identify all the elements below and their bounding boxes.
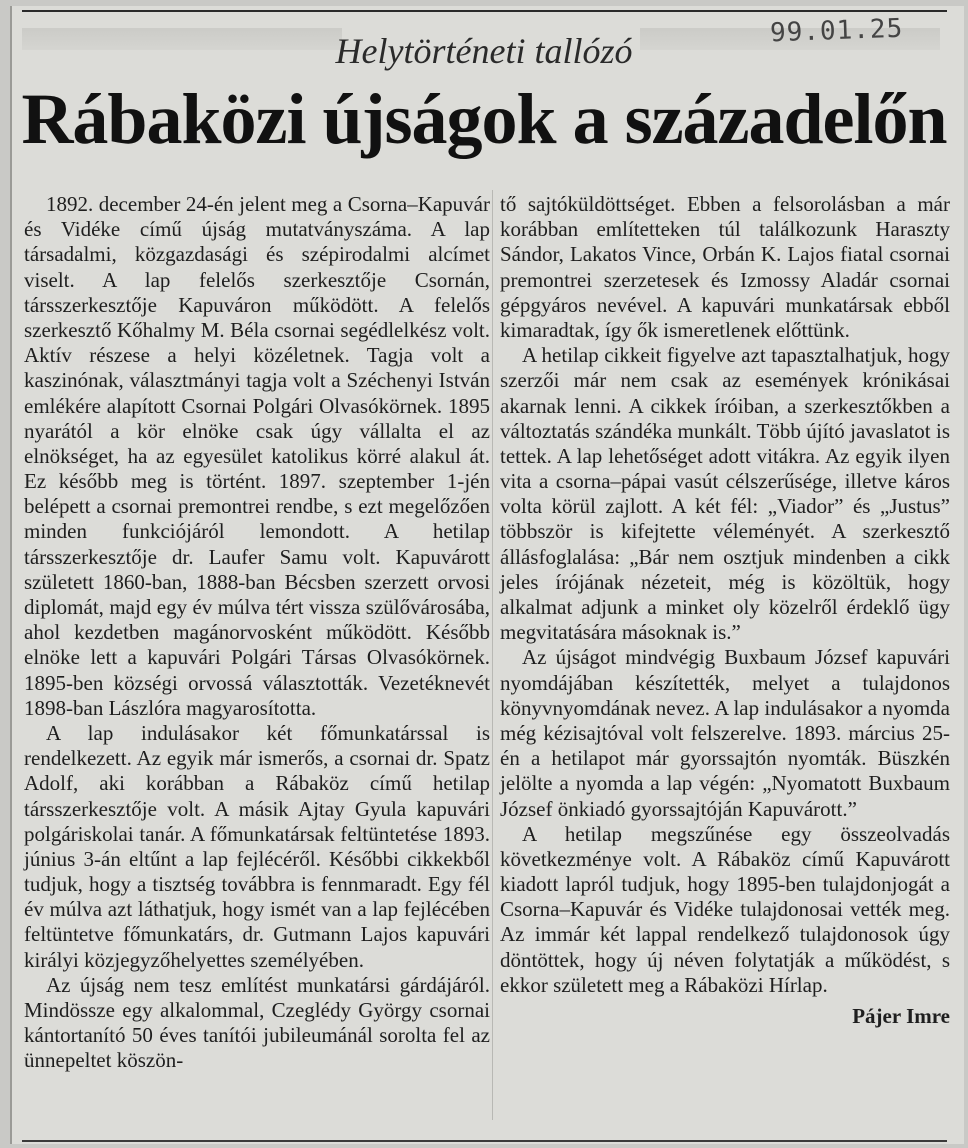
bottom-rule <box>22 1140 947 1142</box>
paragraph: tő sajtóküldöttséget. Ebben a felsorolásban a már korábban említetteken túl találkozunk Haraszty Sándor, Lakatos Vince, Orbán K. Lajos fiatal csornai premontrei szerzetesek és Izmossy Aladár csornai gépgyáros nevével. A kapuvári munkatársak ebből kimaradtak, így ők ismeretlenek előttünk. <box>500 192 950 342</box>
right-column <box>500 192 950 1029</box>
section-kicker: Helytörténeti tallózó <box>335 31 633 71</box>
paragraph: Az újságot mindvégig Buxbaum József kapuvári nyomdájában készítették, melyet a tulajdonos könyvnyomdának nevez. A lap indulásakor a nyomda még kézisajtóval volt felszerelve. 1893. március 25-én a hetilapot már gyorssajtón nyomták. Büszkén jelölte a nyomda a lap végén: „Nyomatott Buxbaum József önkiadó gyorssajtóján Kapuvárott.” <box>500 645 950 821</box>
top-rule <box>22 10 947 12</box>
handwritten-date: 99.01.25 <box>769 13 904 49</box>
paragraph: A hetilap megszűnése egy összeolvadás következménye volt. A Rábaköz című Kapuvárott kiadott lapról tudjuk, hogy 1895-ben tulajdonjogát a Csorna–Kapuvár és Vidéke tulajdonosai vették meg. Az immár két lappal rendelkező tulajdonosok úgy döntöttek, hogy új néven folytatják a működést, s ekkor született meg a Rábaközi Hírlap. <box>500 821 950 997</box>
article-headline: Rábaközi újságok a századelőn <box>21 79 947 159</box>
author-signature: Pájer Imre <box>852 1004 950 1028</box>
paragraph: A hetilap cikkeit figyelve azt tapasztalhatjuk, hogy szerzői már nem csak az események krónikásai akarnak lenni. A cikkek íróiban, a szerkesztőkben a változtatás szándéka munkált. Több újító javaslatot is tettek. A lap lehetőséget adott vitákra. Az egyik ilyen vita a csorna–pápai vasút célszerűsége, illetve káros volta körül zajlott. A két fél: „Viador” és „Justus” többször is kifejtette véleményét. A szerkesztő állásfoglalása: „Bár nem osztjuk mindenben a cikk jeles írójának nézeteit, még is közöltük, hogy alkalmat adjunk a minket oly közelről érdeklő ügy megvitatására másoknak is.” <box>500 343 950 645</box>
paragraph: 1892. december 24-én jelent meg a Csorna–Kapuvár és Vidéke című újság mutatványszáma. A lap társadalmi, közgazdasági és szépirodalmi alcímet viselt. A lap felelős szerkesztője Csornán, társszerkesztője Kapuváron működött. A felelős szerkesztő Kőhalmy M. Béla csornai segédlelkész volt. Aktív részese a helyi közéletnek. Tagja volt a kaszinónak, választmányi tagja volt a Széchenyi István emlékére alapított Csornai Polgári Olvasókörnek. 1895 nyarától a kör elnöke csak úgy vállalta el az elnökséget, ha az egyesület katolikus körré alakul át. Ez később meg is történt. 1897. szeptember 1-jén belépett a csornai premontrei rendbe, s ezt megelőzően minden funkciójáról lemondott. A hetilap társszerkesztője dr. Laufer Samu volt. Kapuvárott született 1860-ban, 1888-ban Bécsben szerzett orvosi diplomát, majd egy év múlva tért vissza szülővárosába, ahol kezdetben magánorvosként működött. Később elnöke lett a kapuvári Polgári Társas Olvasókörnek. 1895-ben községi orvossá választották. Vezetéknevét 1898-ban Lászlóra magyarosította. <box>24 192 490 720</box>
left-column <box>24 192 490 1074</box>
paragraph: Az újság nem tesz említést munkatársi gárdájáról. Mindössze egy alkalommal, Czeglédy György csornai kántortanító 50 éves tanítói jubileumánál sorolta fel az ünnepeltet köszön- <box>24 972 490 1073</box>
paragraph: A lap indulásakor két főmunkatárssal is rendelkezett. Az egyik már ismerős, a csornai dr. Spatz Adolf, aki korábban a Rábaköz című hetilap társszerkesztője volt. A másik Ajtay Gyula kapuvári polgáriskolai tanár. A főmunkatársak feltüntetése 1893. június 3-án eltűnt a lap fejlécéről. Későbbi cikkekből tudjuk, hogy a tisztség továbbra is fennmaradt. Egy fél év múlva azt láthatjuk, hogy ismét van a lap fejlécében feltüntetve főmunkatárs, dr. Gutmann Lajos kapuvári királyi közjegyzőhelyettes személyében. <box>24 720 490 972</box>
column-divider <box>492 190 493 1120</box>
